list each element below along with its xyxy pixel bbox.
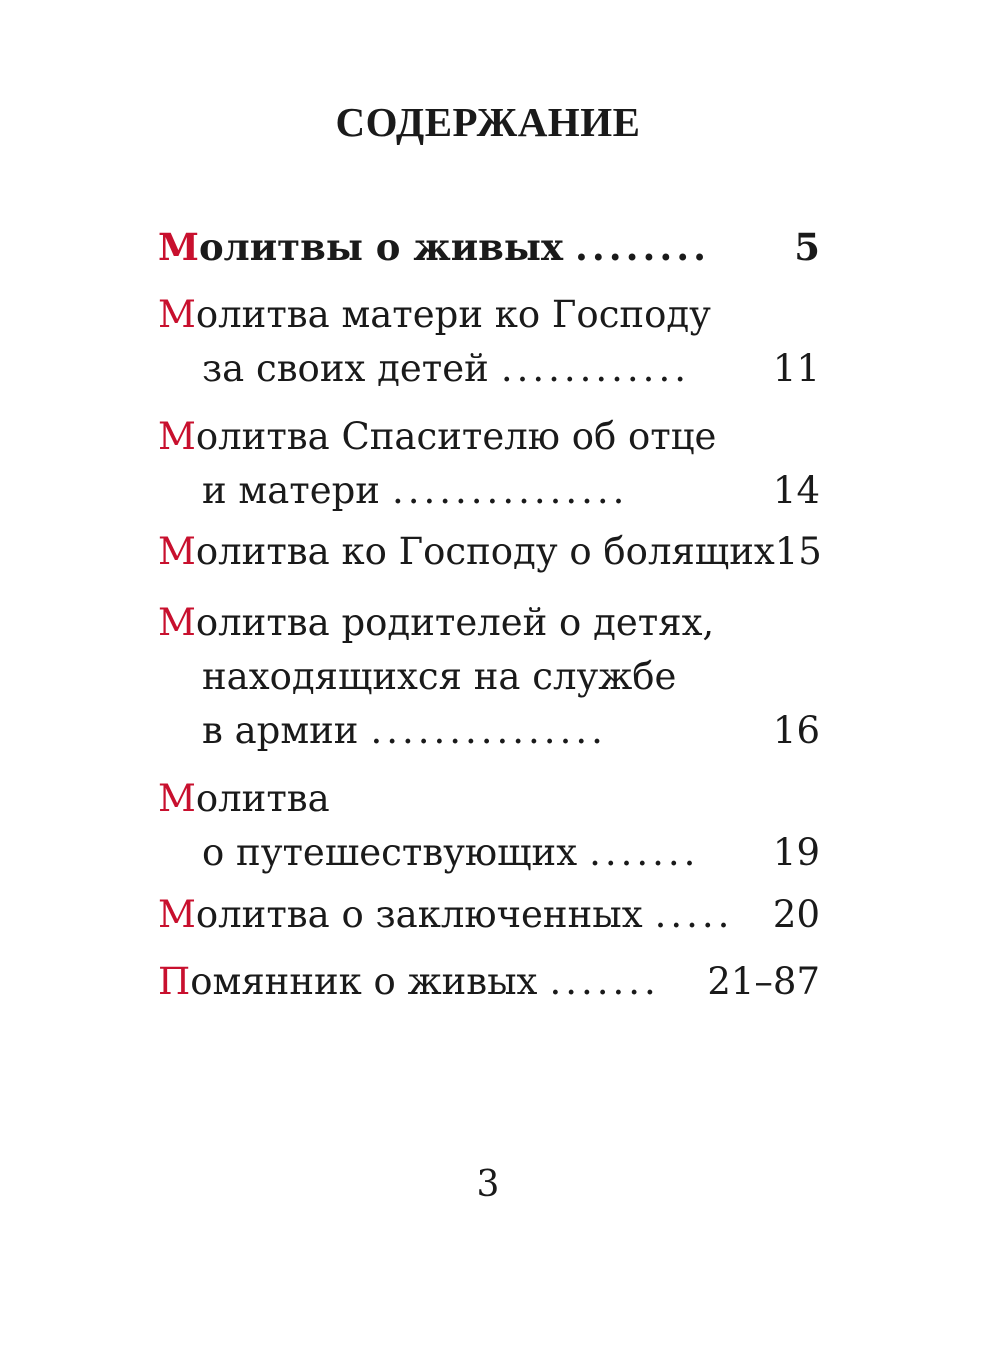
toc-entry-text [158, 777, 330, 820]
toc-entry-text [158, 415, 716, 458]
dot-leader: ............... [391, 469, 629, 512]
toc-entry-title: олитва [195, 777, 330, 820]
toc-entry-text [202, 464, 380, 518]
toc-page-number: 19 [772, 831, 820, 874]
toc-entry-line [158, 288, 820, 342]
dot-leader: ............ [500, 347, 690, 390]
toc-entry [158, 288, 820, 396]
red-initial-letter: М [158, 293, 196, 336]
toc-entry-last-line [158, 955, 820, 1009]
page-number: 3 [476, 1164, 500, 1205]
toc-entry-line [158, 410, 820, 464]
toc-entry-text [202, 342, 489, 396]
toc-entry-text [158, 955, 537, 1009]
toc-entry-title: олитва матери ко Господу [195, 293, 711, 336]
toc-entry [158, 525, 820, 579]
toc-page-number: 5 [794, 225, 820, 269]
toc-entry-text [202, 704, 358, 758]
toc-page-number: 20 [772, 893, 820, 936]
dot-leader: ............... [370, 709, 607, 752]
dot-leader: ........ [575, 225, 711, 269]
toc-entry-text [158, 293, 711, 336]
toc-entry-title: находящихся на службе [202, 655, 677, 698]
toc-entry-title: в армии [202, 709, 359, 752]
toc-entry-last-line [158, 704, 820, 758]
toc-page-number: 21–87 [707, 960, 820, 1003]
toc-page-number: 14 [772, 469, 820, 512]
toc-entry-title: олитвы о живых [198, 225, 564, 269]
red-initial-letter: М [158, 601, 196, 644]
red-initial-letter: П [158, 960, 191, 1003]
toc-entry [158, 410, 820, 518]
red-initial-letter: М [158, 415, 196, 458]
toc-entry-line [158, 596, 820, 650]
toc-entry-title: олитва родителей о детях, [195, 601, 715, 644]
toc-entry-text [158, 525, 775, 579]
toc-entry-last-line [158, 464, 820, 518]
toc-entry-title: о путешествующих [202, 831, 578, 874]
dot-leader: ....... [589, 831, 700, 874]
toc-entry [158, 955, 820, 1009]
toc-entry [158, 596, 820, 758]
toc-entry [158, 220, 820, 274]
toc-entry-title: олитва ко Господу о болящих [195, 530, 775, 573]
red-initial-letter: М [158, 893, 196, 936]
page-title: СОДЕРЖАНИЕ [335, 99, 641, 145]
toc-entry-line [158, 772, 820, 826]
toc-entry-title: олитва Спасителю об отце [195, 415, 717, 458]
toc-entry-text [202, 655, 676, 698]
toc-entry-title: за своих детей [202, 347, 489, 390]
toc-entry-title: омянник о живых [190, 960, 538, 1003]
dot-leader: ..... [654, 893, 734, 936]
toc-entry-text [202, 826, 577, 880]
toc-entry-line [158, 650, 820, 704]
red-initial-letter: М [158, 225, 199, 269]
toc-page-number: 11 [772, 347, 820, 390]
toc-entry-text [158, 888, 643, 942]
red-initial-letter: М [158, 530, 196, 573]
toc-entry-last-line [158, 525, 820, 579]
toc-entry-title: и матери [202, 469, 380, 512]
red-initial-letter: М [158, 777, 196, 820]
toc-entry-title: олитва о заключенных [195, 893, 643, 936]
toc-entry-last-line [158, 826, 820, 880]
toc-entry [158, 772, 820, 880]
toc-entry-last-line [158, 888, 820, 942]
toc-page-number: 16 [772, 709, 820, 752]
toc-entry-text [158, 220, 563, 274]
toc-entry [158, 888, 820, 942]
toc-page-number: 15 [774, 530, 822, 573]
toc-entry-last-line [158, 220, 820, 274]
dot-leader: ....... [549, 960, 660, 1003]
toc-entry-text [158, 601, 714, 644]
toc-entry-last-line [158, 342, 820, 396]
